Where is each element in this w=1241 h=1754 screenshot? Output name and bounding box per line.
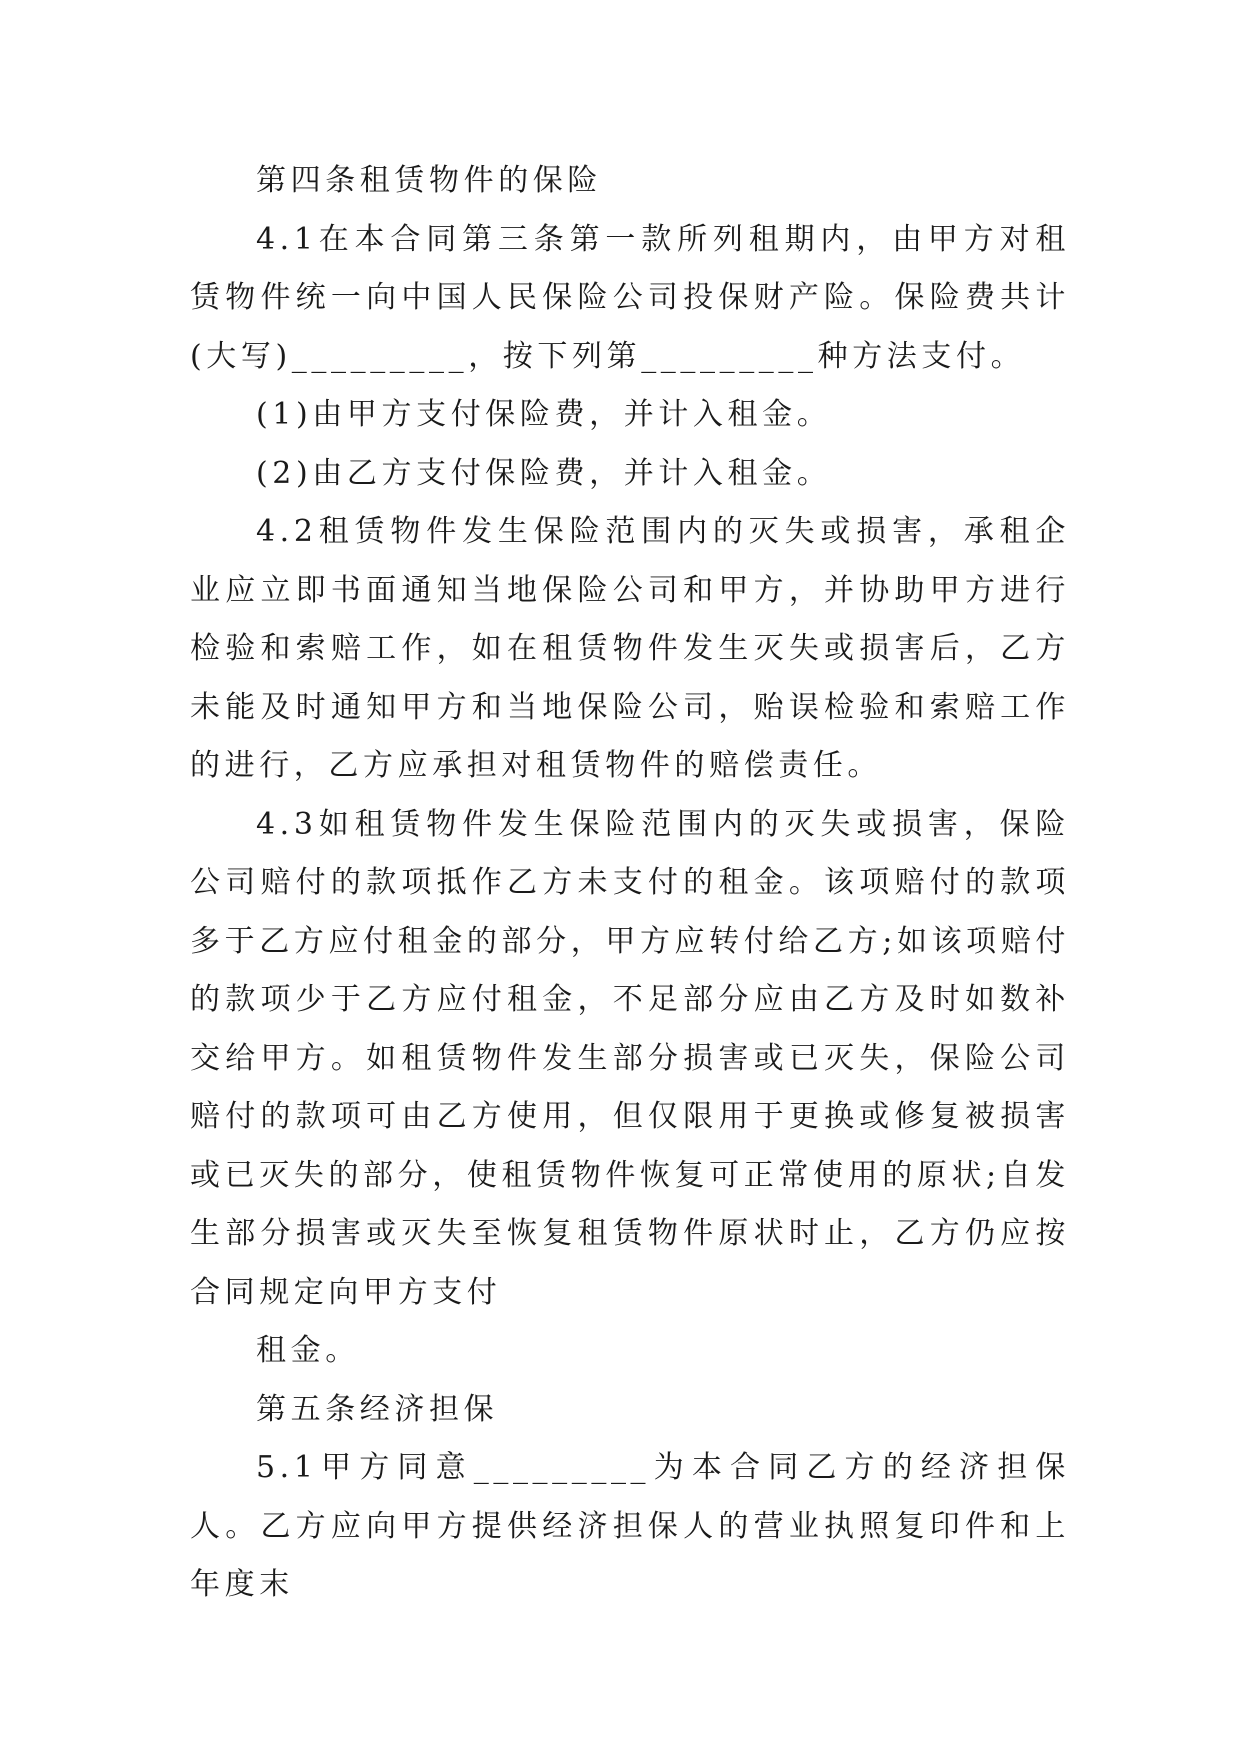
clause-4-3-continued: 租金。	[256, 1333, 360, 1368]
clause-4-2: 4.2租赁物件发生保险范围内的灭失或损害，承租企业应立即书面通知当地保险公司和甲方，并协助甲方进行检验和索赔工作，如在租赁物件发生灭失或损害后，乙方未能及时通知甲方和当地保险公司，贻误检验和索赔工作的进行，乙方应承担对租赁物件的赔偿责任。	[190, 514, 1070, 783]
article-5-heading: 第五条经济担保	[256, 1391, 499, 1427]
clause-5-1: 5.1甲方同意_________为本合同乙方的经济担保人。乙方应向甲方提供经济担保人的营业执照复印件和上年度末	[190, 1450, 1070, 1602]
clause-4-1-option-2: (2)由乙方支付保险费，并计入租金。	[256, 455, 832, 491]
article-4-heading: 第四条租赁物件的保险	[256, 163, 602, 198]
document-body	[190, 152, 1070, 1615]
clause-4-1-option-1: (1)由甲方支付保险费，并计入租金。	[256, 397, 832, 432]
clause-4-3: 4.3如租赁物件发生保险范围内的灭失或损害，保险公司赔付的款项抵作乙方未支付的租金。该项赔付的款项多于乙方应付租金的部分，甲方应转付给乙方;如该项赔付的款项少于乙方应付租金，不足部分应由乙方及时如数补交给甲方。如租赁物件发生部分损害或已灭失，保险公司赔付的款项可由乙方使用，但仅限用于更换或修复被损害或已灭失的部分，使租赁物件恢复可正常使用的原状;自发生部分损害或灭失至恢复租赁物件原状时止，乙方仍应按合同规定向甲方支付	[190, 806, 1070, 1310]
clause-4-1: 4.1在本合同第三条第一款所列租期内，由甲方对租赁物件统一向中国人民保险公司投保财产险。保险费共计(大写)_________，按下列第_________种方法支付。	[190, 221, 1070, 374]
